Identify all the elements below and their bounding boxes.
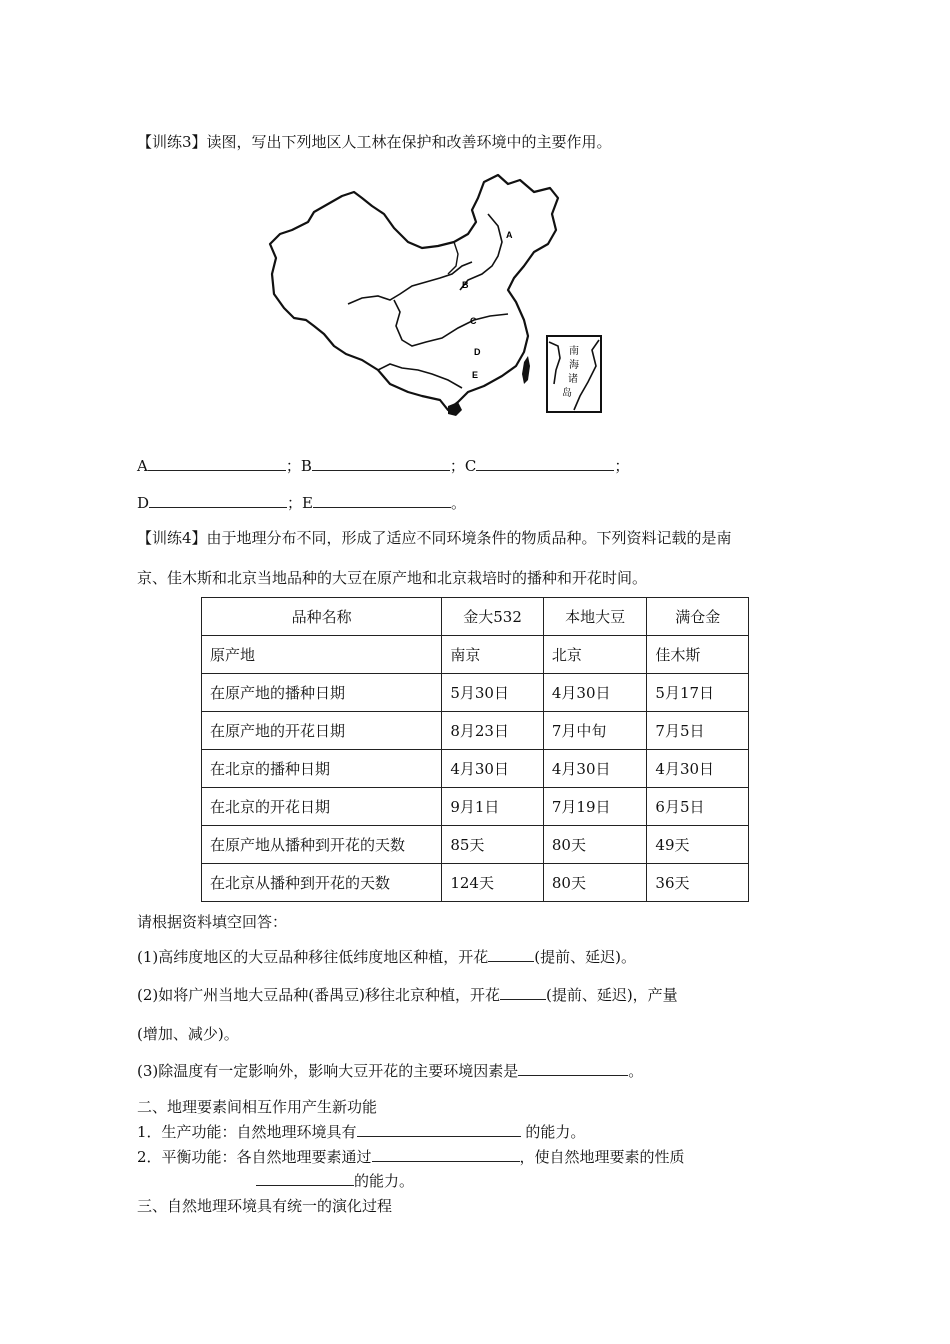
- inset-coast: [549, 342, 560, 384]
- table-row: [202, 750, 749, 788]
- table-row: [202, 826, 749, 864]
- inset-label-nan: 南: [569, 346, 579, 357]
- answer-line-de: [137, 492, 466, 513]
- table-cell: 5月30日: [442, 674, 544, 712]
- instruction: 请根据资料填空回答：: [137, 913, 288, 931]
- exercise3-prompt: 【训练3】读图，写出下列地区人工林在保护和改善环境中的主要作用。: [137, 133, 612, 151]
- question-3-text: (3)除温度有一定影响外，影响大豆开花的主要环境因素是: [137, 1062, 519, 1080]
- table-cell: 4月30日: [442, 750, 544, 788]
- answer-label-e: E: [302, 494, 313, 512]
- question-2-options: (提前、延迟)，产量: [545, 986, 678, 1004]
- question-1: [137, 946, 636, 967]
- question-2-cont: (增加、减少)。: [137, 1025, 239, 1043]
- hainan-island: [448, 402, 462, 416]
- section2-item2: [137, 1146, 685, 1167]
- region-boundary: [394, 300, 508, 346]
- section2-item2-blank-2[interactable]: [256, 1171, 354, 1186]
- map-label-e: E: [472, 370, 479, 380]
- region-boundary: [448, 242, 458, 274]
- question-3: [137, 1060, 643, 1081]
- table-cell: 7月中旬: [543, 712, 647, 750]
- answer-blank-c[interactable]: [476, 456, 614, 471]
- section2-item2-cont: [256, 1170, 414, 1191]
- table-cell: 原产地: [202, 636, 442, 674]
- china-outline-map: [262, 170, 612, 425]
- table-cell: 80天: [543, 826, 647, 864]
- table-cell: 4月30日: [543, 674, 647, 712]
- table-cell: 在原产地的播种日期: [202, 674, 442, 712]
- table-cell: 4月30日: [543, 750, 647, 788]
- table-cell: 6月5日: [647, 788, 749, 826]
- section2-item1-text: 1．生产功能：自然地理环境具有: [137, 1123, 357, 1141]
- answer-blank-d[interactable]: [149, 493, 287, 508]
- table-cell: 36天: [647, 864, 749, 902]
- exercise4-prompt-line1: 【训练4】由于地理分布不同，形成了适应不同环境条件的物质品种。下列资料记载的是南: [137, 529, 732, 547]
- taiwan-island: [522, 356, 530, 384]
- inset-label-dao: 岛: [562, 388, 572, 399]
- map-label-a: A: [506, 230, 513, 240]
- map-label-d: D: [474, 347, 481, 357]
- table-cell: 7月5日: [647, 712, 749, 750]
- table-header-cell: 满仓金: [647, 598, 749, 636]
- map-label-b: B: [462, 280, 469, 290]
- china-mainland-outline: [270, 175, 558, 410]
- section2-item2-end: 的能力。: [354, 1172, 415, 1190]
- question-1-text: (1)高纬度地区的大豆品种移往低纬度地区种植，开花: [137, 948, 489, 966]
- answer-label-c: C: [464, 457, 477, 475]
- question-3-blank[interactable]: [518, 1061, 628, 1076]
- section2-item2-text: 2．平衡功能：各自然地理要素通过: [137, 1148, 372, 1166]
- table-cell: 8月23日: [442, 712, 544, 750]
- table-cell: 北京: [543, 636, 647, 674]
- answer-line-abc: [137, 455, 629, 476]
- section2-heading: 二、地理要素间相互作用产生新功能: [137, 1098, 378, 1116]
- table-cell: 在北京从播种到开花的天数: [202, 864, 442, 902]
- section2-item1-blank[interactable]: [357, 1122, 521, 1137]
- section3-heading: 三、自然地理环境具有统一的演化过程: [137, 1197, 393, 1215]
- answer-blank-a[interactable]: [148, 456, 286, 471]
- inset-label-zhu: 诸: [568, 374, 578, 385]
- table-row: [202, 674, 749, 712]
- section2-item1-end: 的能力。: [525, 1123, 586, 1141]
- table-cell: 在北京的播种日期: [202, 750, 442, 788]
- answer-blank-b[interactable]: [312, 456, 450, 471]
- table-cell: 9月1日: [442, 788, 544, 826]
- table-row: [202, 864, 749, 902]
- map-label-c: C: [470, 316, 477, 326]
- table-cell: 在原产地的开花日期: [202, 712, 442, 750]
- table-row: [202, 636, 749, 674]
- inset-label-hai: 海: [569, 360, 579, 371]
- table-header-cell: 本地大豆: [543, 598, 647, 636]
- table-cell: 124天: [442, 864, 544, 902]
- question-2-text: (2)如将广州当地大豆品种(番禺豆)移往北京种植，开花: [137, 986, 500, 1004]
- table-header-cell: 金大532: [442, 598, 544, 636]
- question-2-blank-1[interactable]: [500, 985, 546, 1000]
- answer-label-d: D: [137, 494, 150, 512]
- table-cell: 80天: [543, 864, 647, 902]
- table-cell: 49天: [647, 826, 749, 864]
- table-cell: 85天: [442, 826, 544, 864]
- soybean-data-table: [201, 597, 749, 902]
- section2-item2-blank-1[interactable]: [372, 1147, 520, 1162]
- answer-label-b: B: [300, 457, 312, 475]
- section2-item2-mid: ，使自然地理要素的性质: [519, 1148, 685, 1166]
- region-boundary: [460, 214, 502, 290]
- table-cell: 4月30日: [647, 750, 749, 788]
- separator: ；: [285, 457, 301, 475]
- separator: ；: [449, 457, 465, 475]
- table-cell: 在北京的开花日期: [202, 788, 442, 826]
- table-cell: 5月17日: [647, 674, 749, 712]
- table-cell: 南京: [442, 636, 544, 674]
- table-row: [202, 788, 749, 826]
- table-cell: 佳木斯: [647, 636, 749, 674]
- question-3-end: 。: [628, 1062, 644, 1080]
- question-1-blank[interactable]: [488, 947, 534, 962]
- table-header-cell: 品种名称: [202, 598, 442, 636]
- answer-blank-e[interactable]: [313, 493, 451, 508]
- table-row: [202, 712, 749, 750]
- question-1-options: (提前、延迟)。: [534, 948, 636, 966]
- question-2: [137, 984, 678, 1005]
- answer-label-a: A: [137, 457, 148, 475]
- table-cell: 7月19日: [543, 788, 647, 826]
- end-mark: 。: [451, 494, 467, 512]
- separator: ；: [614, 457, 630, 475]
- section2-item1: [137, 1121, 585, 1142]
- exercise4-prompt-line2: 京、佳木斯和北京当地品种的大豆在原产地和北京栽培时的播种和开花时间。: [137, 569, 648, 587]
- table-header-row: [202, 598, 749, 636]
- table-cell: 在原产地从播种到开花的天数: [202, 826, 442, 864]
- separator: ；: [287, 494, 303, 512]
